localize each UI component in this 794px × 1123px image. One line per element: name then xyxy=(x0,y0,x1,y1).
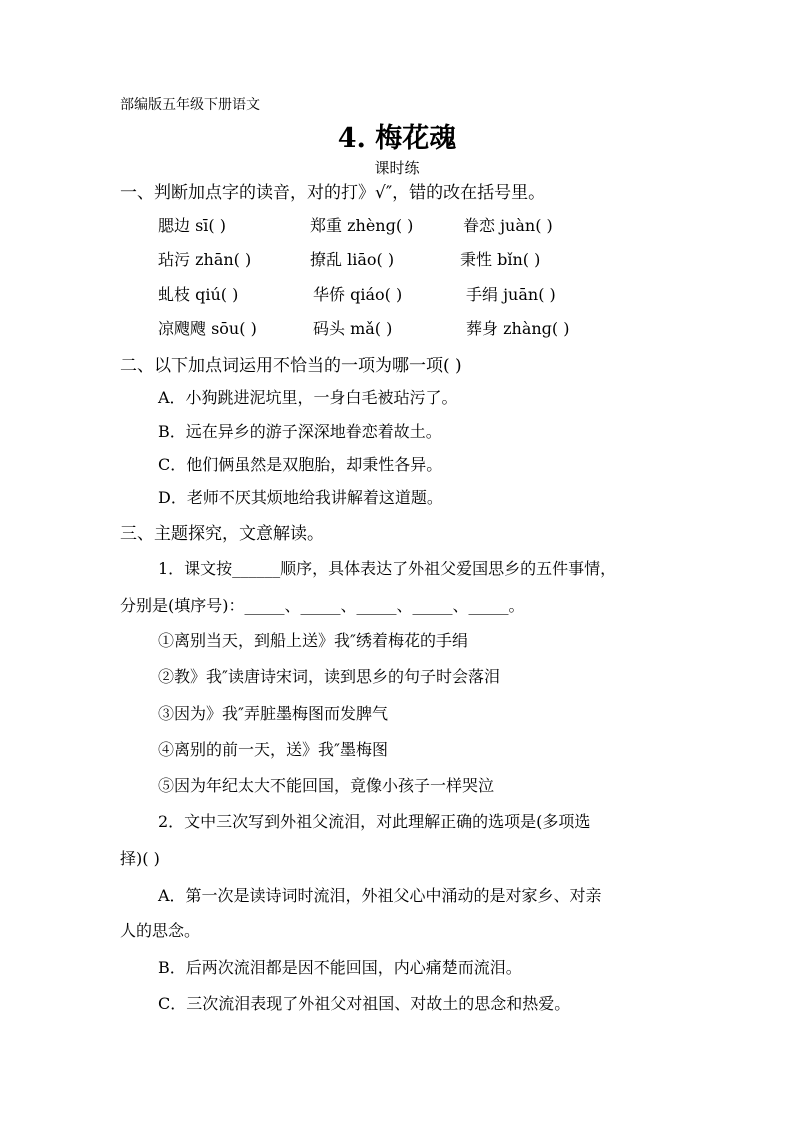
subject-label: 部编版五年级下册语文 xyxy=(120,97,260,113)
event-item-2: ②教》我″读唐诗宋词，读到思乡的句子时会落泪 xyxy=(158,667,500,686)
choice-option-d: D．老师不厌其烦地给我讲解着这道题。 xyxy=(158,488,443,507)
question2-option-a-line1: A．第一次是读诗词时流泪，外祖父心中涌动的是对家乡、对亲 xyxy=(158,886,602,905)
event-item-1: ①离别当天，到船上送》我″绣着梅花的手绢 xyxy=(158,631,468,650)
pinyin-item: 郑重 zhènɡ( ) xyxy=(310,216,414,235)
question1-line2: 分别是(填序号)：_____、_____、_____、_____、_____。 xyxy=(120,596,525,615)
pinyin-item: 腮边 sī( ) xyxy=(158,216,226,235)
choice-option-a: A．小狗跳进泥坑里，一身白毛被玷污了。 xyxy=(158,388,458,407)
section1-heading: 一、判断加点字的读音，对的打》√″，错的改在括号里。 xyxy=(120,183,546,203)
choice-option-c: C．他们俩虽然是双胞胎，却秉性各异。 xyxy=(158,455,443,474)
lesson-title: 4. 梅花魂 xyxy=(337,123,457,154)
event-item-5: ⑤因为年纪太大不能回国，竟像小孩子一样哭泣 xyxy=(158,776,495,795)
lesson-subtitle: 课时练 xyxy=(374,159,420,177)
pinyin-item: 虬枝 qiú( ) xyxy=(158,285,239,304)
pinyin-item: 撩乱 liāo( ) xyxy=(310,250,395,269)
pinyin-item: 眷恋 juàn( ) xyxy=(463,216,553,235)
choice-option-b: B．远在异乡的游子深深地眷恋着故土。 xyxy=(158,422,442,441)
event-item-3: ③因为》我″弄脏墨梅图而发脾气 xyxy=(158,704,388,723)
pinyin-item: 玷污 zhān( ) xyxy=(158,250,252,269)
event-item-4: ④离别的前一天，送》我″墨梅图 xyxy=(158,740,388,759)
question2-option-c: C．三次流泪表现了外祖父对祖国、对故土的思念和热爱。 xyxy=(158,994,571,1013)
section3-heading: 三、主题探究，文意解读。 xyxy=(120,524,324,544)
pinyin-item: 凉飕飕 sōu( ) xyxy=(158,319,257,338)
pinyin-item: 手绢 juān( ) xyxy=(466,285,556,304)
section2-heading: 二、以下加点词运用不恰当的一项为哪一项( ) xyxy=(120,356,462,376)
pinyin-item: 华侨 qiáo( ) xyxy=(313,285,403,304)
pinyin-item: 葬身 zhànɡ( ) xyxy=(466,319,570,338)
pinyin-item: 秉性 bǐn( ) xyxy=(460,250,541,269)
question2-line1: 2．文中三次写到外祖父流泪，对此理解正确的选项是(多项选 xyxy=(158,812,591,831)
question1-line1: 1．课文按______顺序，具体表达了外祖父爱国思乡的五件事情， xyxy=(158,559,617,578)
pinyin-item: 码头 mǎ( ) xyxy=(313,319,393,338)
question2-option-a-line2: 人的思念。 xyxy=(120,921,201,940)
question2-line2: 择)( ) xyxy=(120,849,160,868)
question2-option-b: B．后两次流泪都是因不能回国，内心痛楚而流泪。 xyxy=(158,958,522,977)
